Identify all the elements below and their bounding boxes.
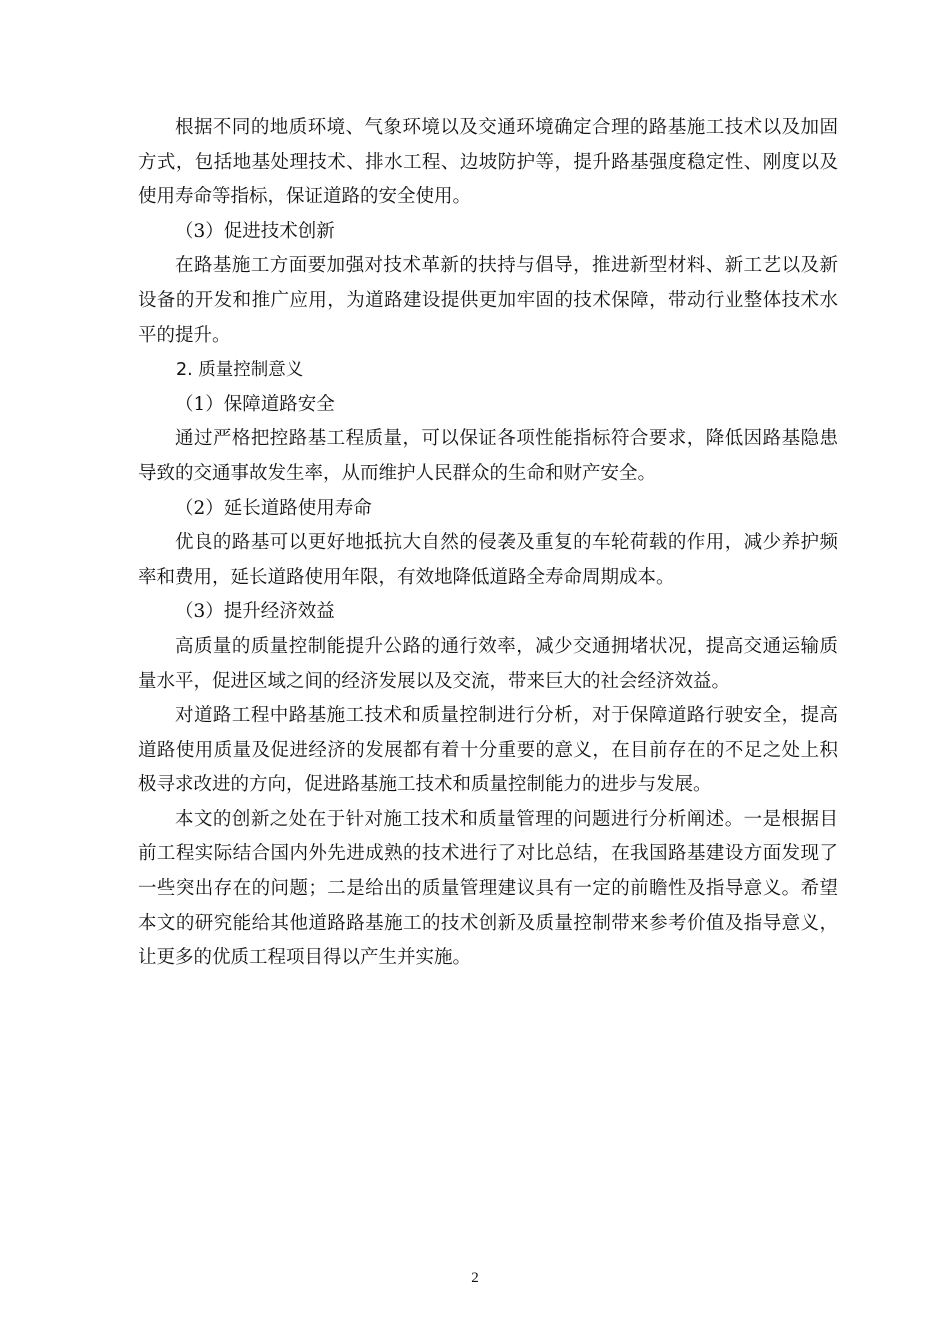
paragraph-body: 对道路工程中路基施工技术和质量控制进行分析，对于保障道路行驶安全，提高道路使用质量及促进经济的发展都有着十分重要的意义，在目前存在的不足之处上积极寻求改进的方向，促进路基施工技术和质量控制能力的进步与发展。 xyxy=(138,705,838,796)
paragraph-body: 本文的创新之处在于针对施工技术和质量管理的问题进行分析阐述。一是根据目前工程实际结合国内外先进成熟的技术进行了对比总结，在我国路基建设方面发现了一些突出存在的问题；二是给出的质量管理建议具有一定的前瞻性及指导意义。希望本文的研究能给其他道路路基施工的技术创新及质量控制带来参考价值及指导意义，让更多的优质工程项目得以产生并实施。 xyxy=(138,808,838,969)
subheading: （3）促进技术创新 xyxy=(175,220,335,242)
subheading: （2）延长道路使用寿命 xyxy=(175,497,372,519)
paragraph-body: 高质量的质量控制能提升公路的通行效率，减少交通拥堵状况，提高交通运输质量水平，促进区域之间的经济发展以及交流，带来巨大的社会经济效益。 xyxy=(138,635,838,692)
document-body xyxy=(138,111,838,976)
page-number: 2 xyxy=(471,1270,479,1286)
paragraph-body: 根据不同的地质环境、气象环境以及交通环境确定合理的路基施工技术以及加固方式，包括地基处理技术、排水工程、边坡防护等，提升路基强度稳定性、刚度以及使用寿命等指标，保证道路的安全使用。 xyxy=(138,117,838,208)
subheading: （1）保障道路安全 xyxy=(175,393,335,415)
paragraph-body: 在路基施工方面要加强对技术革新的扶持与倡导，推进新型材料、新工艺以及新设备的开发和推广应用，为道路建设提供更加牢固的技术保障，带动行业整体技术水平的提升。 xyxy=(138,255,838,346)
paragraph-body: 优良的路基可以更好地抵抗大自然的侵袭及重复的车轮荷载的作用，减少养护频率和费用，延长道路使用年限，有效地降低道路全寿命周期成本。 xyxy=(138,532,838,588)
subheading: （3）提升经济效益 xyxy=(175,601,335,623)
paragraph-body: 通过严格把控路基工程质量，可以保证各项性能指标符合要求，降低因路基隐患导致的交通事故发生率，从而维护人民群众的生命和财产安全。 xyxy=(138,428,838,484)
section-heading: 2. 质量控制意义 xyxy=(176,360,304,381)
